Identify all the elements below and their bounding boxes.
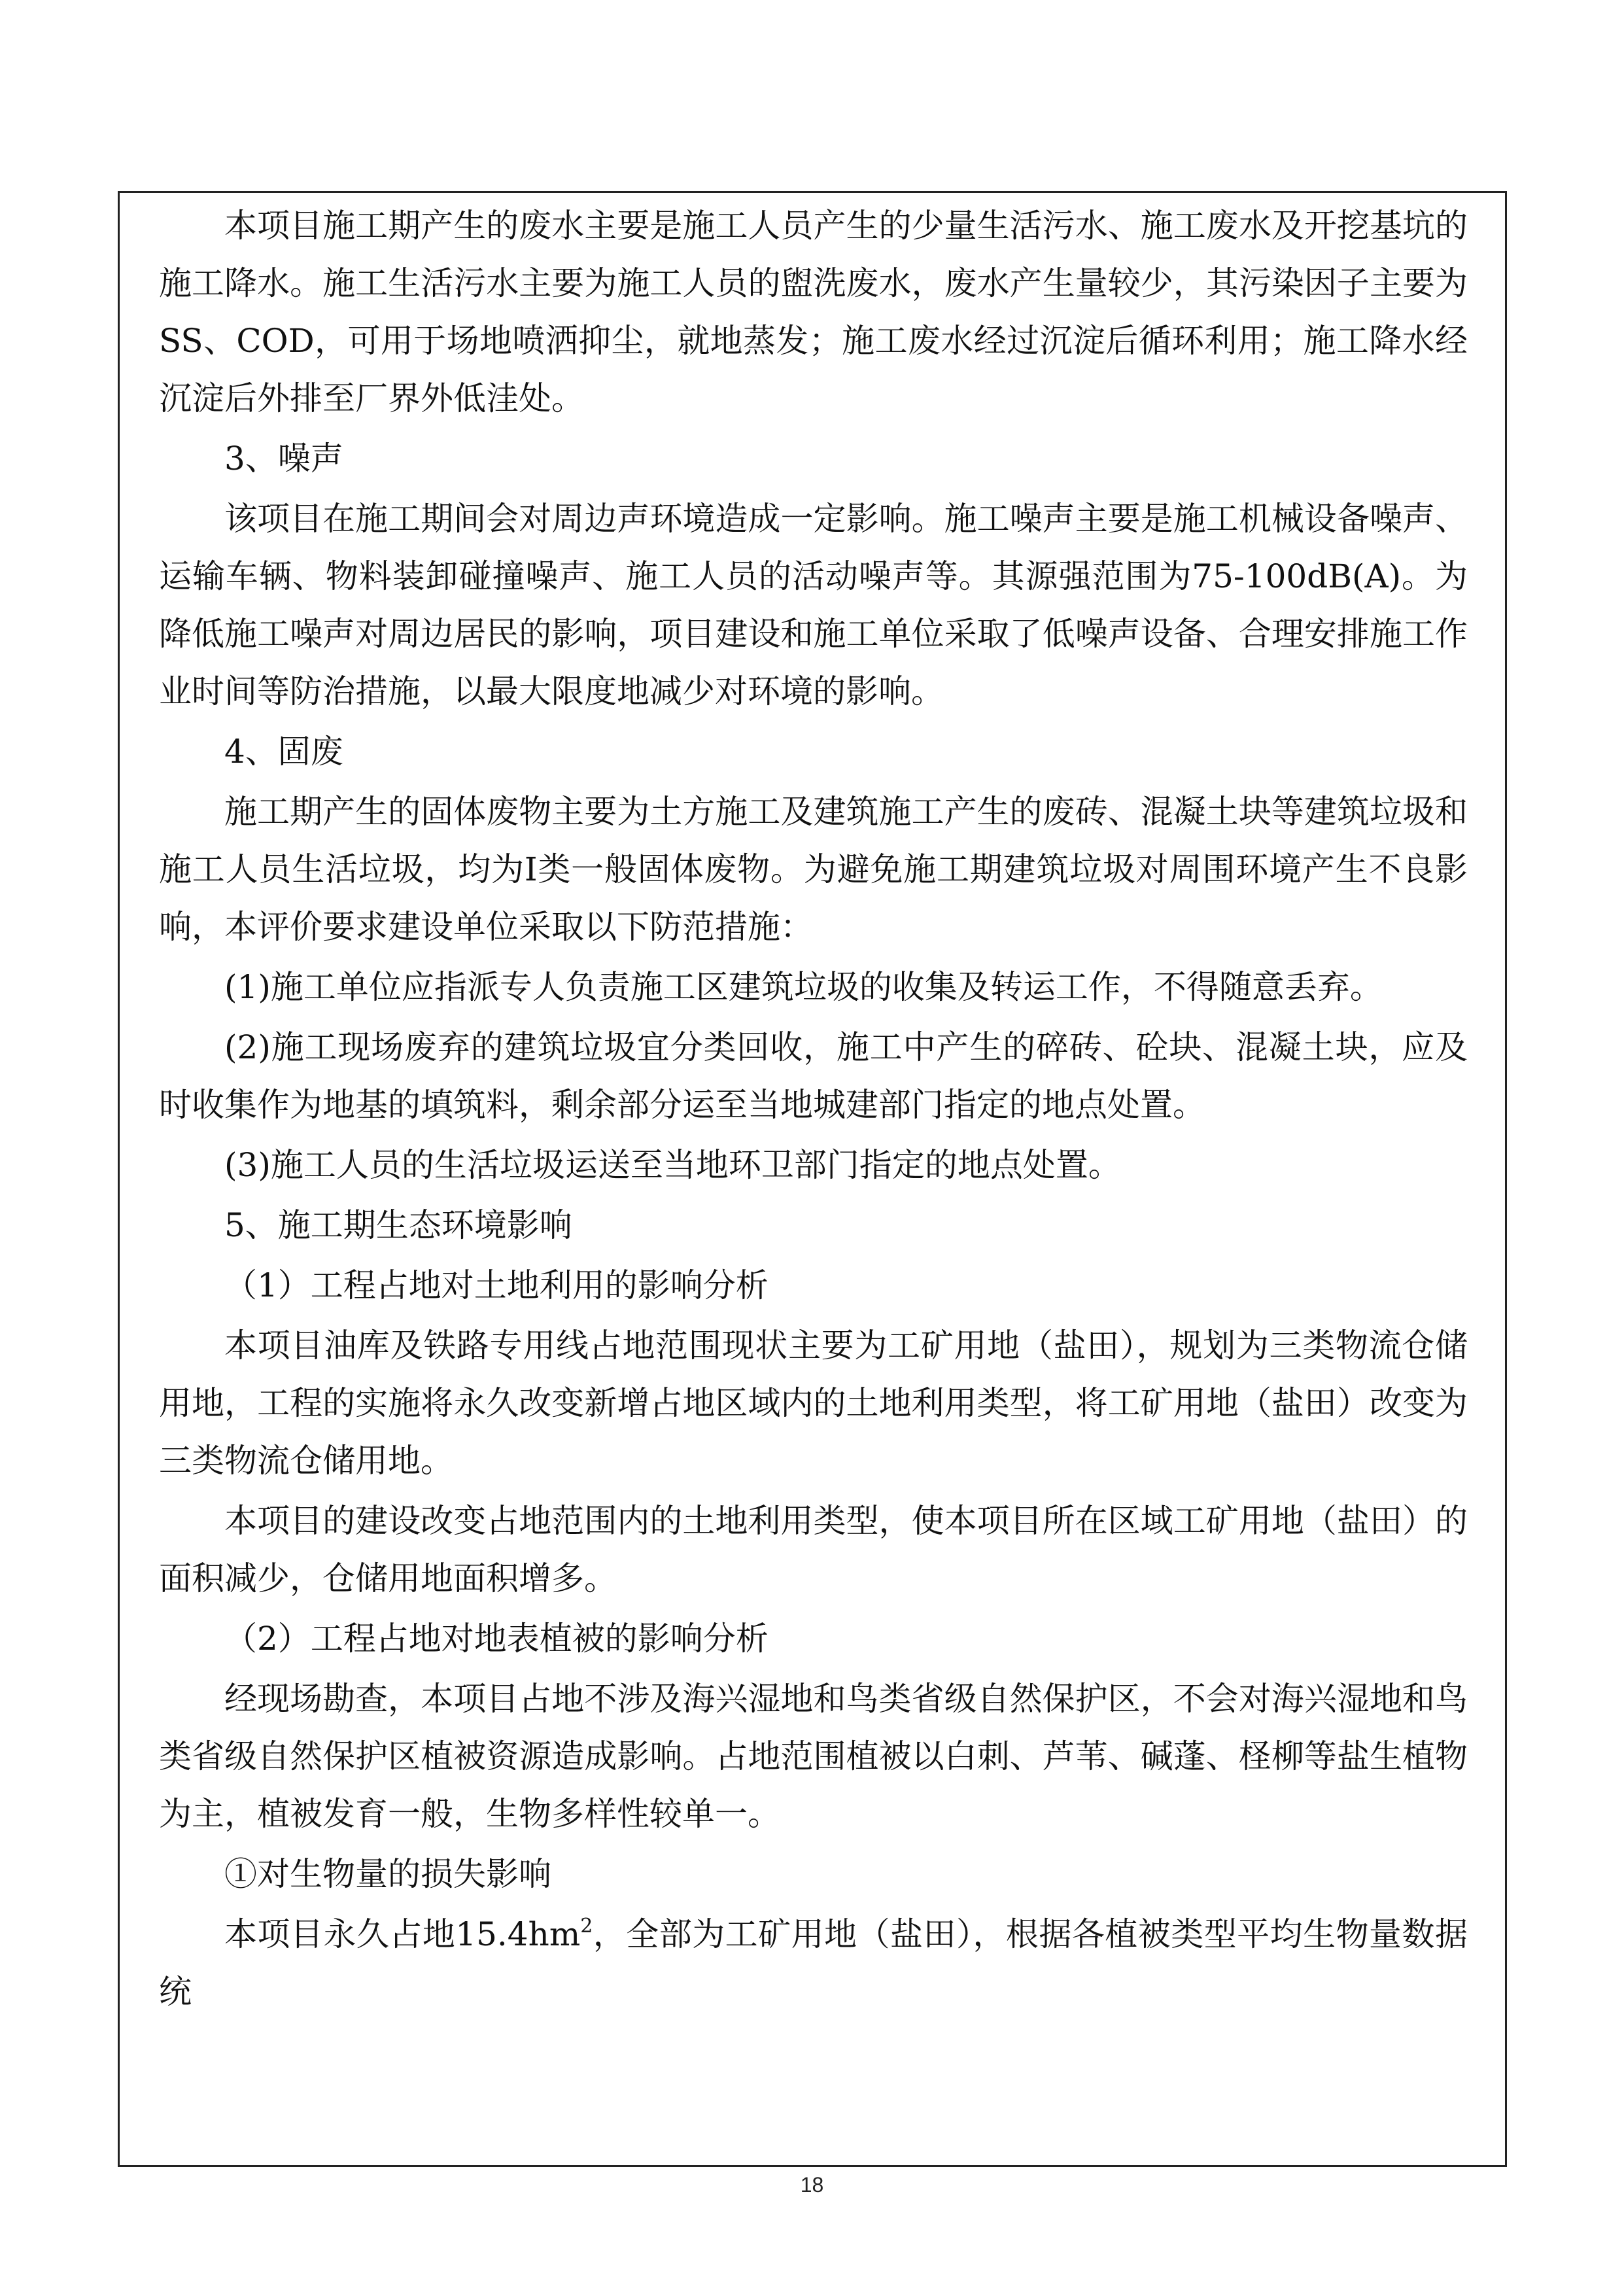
paragraph-vegetation: 经现场勘查，本项目占地不涉及海兴湿地和鸟类省级自然保护区，不会对海兴湿地和鸟类省级自然保护区植被资源造成影响。占地范围植被以白刺、芦苇、碱蓬、柽柳等盐生植物为主，植被发育一般，生物多样性较单一。 xyxy=(159,1680,1468,1833)
subheading-vegetation: （2）工程占地对地表植被的影响分析 xyxy=(224,1620,769,1658)
heading-noise: 3、噪声 xyxy=(224,440,343,478)
content-frame xyxy=(118,191,1507,2167)
document-body xyxy=(159,197,1468,2023)
biomass-text-end: ，全部为工矿用地（盐田），根据各植被类型平均生物量数据统 xyxy=(159,1915,1468,2011)
biomass-text-start: 本项目永久占地15.4hm xyxy=(224,1915,581,1953)
subheading-land-use: （1）工程占地对土地利用的影响分析 xyxy=(224,1266,769,1304)
paragraph-land-use-1: 本项目油库及铁路专用线占地范围现状主要为工矿用地（盐田），规划为三类物流仓储用地，工程的实施将永久改变新增占地区域内的土地利用类型，将工矿用地（盐田）改变为三类物流仓储用地。 xyxy=(159,1327,1468,1480)
paragraph-wastewater: 本项目施工期产生的废水主要是施工人员产生的少量生活污水、施工废水及开挖基坑的施工降水。施工生活污水主要为施工人员的盥洗废水，废水产生量较少，其污染因子主要为SS、COD，可用于场地喷洒抑尘，就地蒸发；施工废水经过沉淀后循环利用；施工降水经沉淀后外排至厂界外低洼处。 xyxy=(159,207,1468,417)
paragraph-measure-2: (2)施工现场废弃的建筑垃圾宜分类回收，施工中产生的碎砖、砼块、混凝土块，应及时收集作为地基的填筑料，剩余部分运至当地城建部门指定的地点处置。 xyxy=(159,1028,1468,1124)
heading-ecology: 5、施工期生态环境影响 xyxy=(224,1206,572,1244)
paragraph-solid-waste: 施工期产生的固体废物主要为土方施工及建筑施工产生的废砖、混凝土块等建筑垃圾和施工人员生活垃圾，均为I类一般固体废物。为避免施工期建筑垃圾对周围环境产生不良影响，本评价要求建设单位采取以下防范措施： xyxy=(159,793,1468,946)
paragraph-measure-3: (3)施工人员的生活垃圾运送至当地环卫部门指定的地点处置。 xyxy=(224,1146,1121,1184)
paragraph-land-use-2: 本项目的建设改变占地范围内的土地利用类型，使本项目所在区域工矿用地（盐田）的面积减少，仓储用地面积增多。 xyxy=(159,1502,1468,1597)
superscript-2: 2 xyxy=(580,1915,593,1938)
page-number: 18 xyxy=(800,2173,824,2197)
subheading-biomass: ①对生物量的损失影响 xyxy=(224,1855,551,1893)
paragraph-noise: 该项目在施工期间会对周边声环境造成一定影响。施工噪声主要是施工机械设备噪声、运输车辆、物料装卸碰撞噪声、施工人员的活动噪声等。其源强范围为75-100dB(A)。为降低施工噪声对周边居民的影响，项目建设和施工单位采取了低噪声设备、合理安排施工作业时间等防治措施，以最大限度地减少对环境的影响。 xyxy=(159,500,1468,710)
heading-solid-waste: 4、固废 xyxy=(224,733,343,771)
paragraph-biomass xyxy=(159,1905,1468,2021)
paragraph-measure-1: (1)施工单位应指派专人负责施工区建筑垃圾的收集及转运工作，不得随意丢弃。 xyxy=(224,968,1383,1006)
